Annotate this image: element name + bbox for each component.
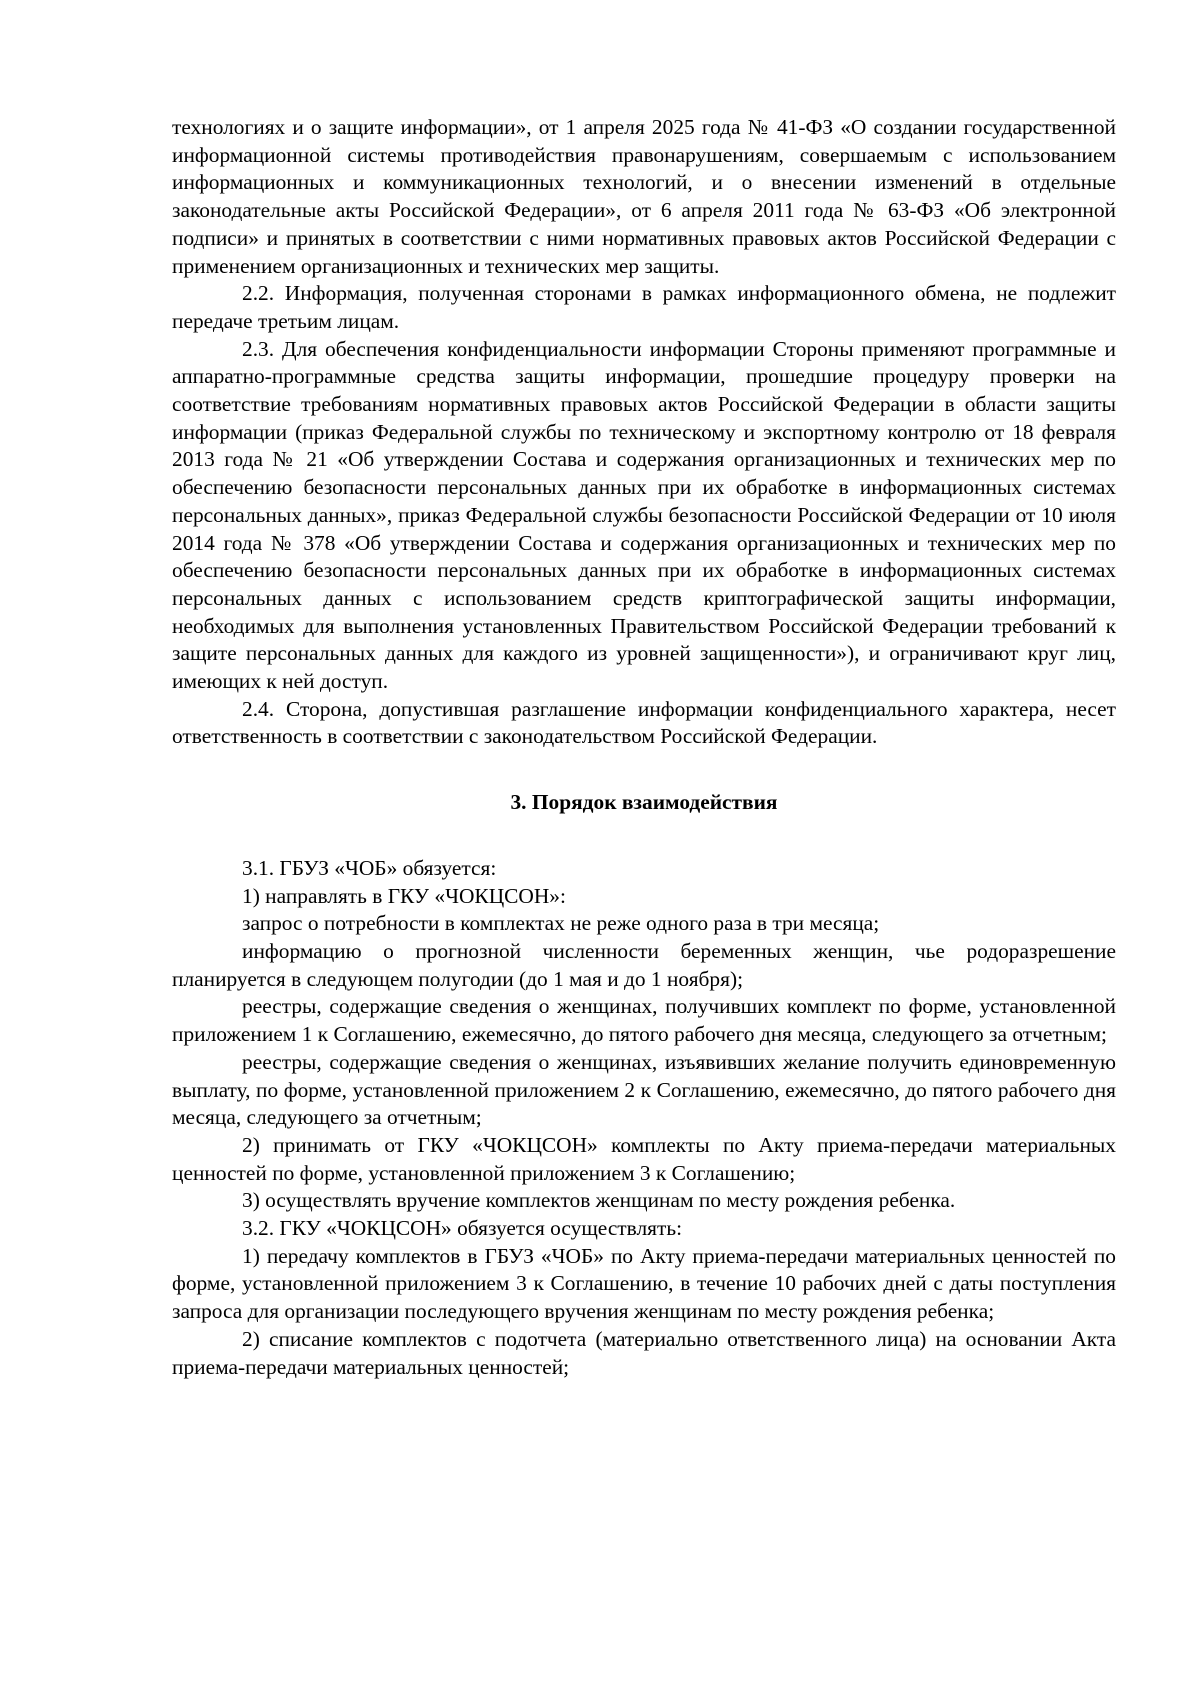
paragraph-3-2-item-1: 1) передачу комплектов в ГБУЗ «ЧОБ» по Акту приема-передачи материальных ценностей по форме, установленной приложением 3 к Соглашению, в течение 10 рабочих дней с даты поступления запроса для организации последующего вручения женщинам по месту рождения ребенка; [172,1243,1116,1324]
paragraph-2-2: 2.2. Информация, полученная сторонами в рамках информационного обмена, не подлежит передаче третьим лицам. [172,281,1116,333]
paragraph-3-1-item-1-a: запрос о потребности в комплектах не реже одного раза в три месяца; [242,911,880,936]
paragraph-3-1-item-1: 1) направлять в ГКУ «ЧОКЦСОН»: [242,883,566,908]
paragraph-3-2-item-2: 2) списание комплектов с подотчета (материально ответственного лица) на основании Акта приема-передачи материальных ценностей; [172,1326,1116,1379]
paragraph-3-1-item-1-b: информацию о прогнозной численности беременных женщин, чье родоразрешение планируется в следующем полугодии (до 1 мая и до 1 ноября); [172,938,1116,991]
spacer [172,751,1116,789]
paragraph-2-4: 2.4. Сторона, допустившая разглашение информации конфиденциального характера, несет ответственность в соответствии с законодательством Российской Федерации. [172,696,1116,749]
paragraph-3-1: 3.1. ГБУЗ «ЧОБ» обязуется: [242,855,497,880]
paragraph-3-1-item-1-c: реестры, содержащие сведения о женщинах, получивших комплект по форме, установленной приложением 1 к Соглашению, ежемесячно, до пятого рабочего дня месяца, следующего за отчетным; [172,994,1116,1047]
paragraph-3-1-item-1-d: реестры, содержащие сведения о женщинах, изъявивших желание получить единовременную выплату, по форме, установленной приложением 2 к Соглашению, ежемесячно, до пятого рабочего дня месяца, следующего за отчетным; [172,1049,1116,1130]
document-body [172,114,1116,1381]
paragraph-3-1-item-3: 3) осуществлять вручение комплектов женщинам по месту рождения ребенка. [242,1188,956,1213]
section-3-heading: 3. Порядок взаимодействия [510,790,778,815]
paragraph-2-3: 2.3. Для обеспечения конфиденциальности информации Стороны применяют программные и аппаратно-программные средства защиты информации, прошедшие процедуру проверки на соответствие требованиям нормативных правовых актов Российской Федерации в области защиты информации (приказ Федеральной службы по техническому и экспортному контролю от 18 февраля 2013 года № 21 «Об утверждении Состава и содержания организационных и технических мер по обеспечению безопасности персональных данных при их обработке в информационных системах персональных данных», приказ Федеральной службы безопасности Российской Федерации от 10 июля 2014 года № 378 «Об утверждении Состава и содержания организационных и технических мер по обеспечению безопасности персональных данных при их обработке в информационных системах персональных данных с использованием средств криптографической защиты информации, необходимых для выполнения установленных Правительством Российской Федерации требований к защите персональных данных для каждого из уровней защищенности»), и ограничивают круг лиц, имеющих к ней доступ. [172,336,1116,694]
paragraph-2-1-continuation: технологиях и о защите информации», от 1 апреля 2025 года № 41-ФЗ «О создании государственной информационной системы противодействия правонарушениям, совершаемым с использованием информационных и коммуникационных технологий, и о внесении изменений в отдельные законодательные акты Российской Федерации», от 6 апреля 2011 года № 63-ФЗ «Об электронной подписи» и принятых в соответствии с ними нормативных правовых актов Российской Федерации с применением организационных и технических мер защиты. [172,115,1116,278]
paragraph-3-1-item-2: 2) принимать от ГКУ «ЧОКЦСОН» комплекты по Акту приема-передачи материальных ценностей по форме, установленной приложением 3 к Соглашению; [172,1132,1116,1185]
paragraph-3-2: 3.2. ГКУ «ЧОКЦСОН» обязуется осуществлять: [242,1216,683,1241]
spacer [172,817,1116,855]
